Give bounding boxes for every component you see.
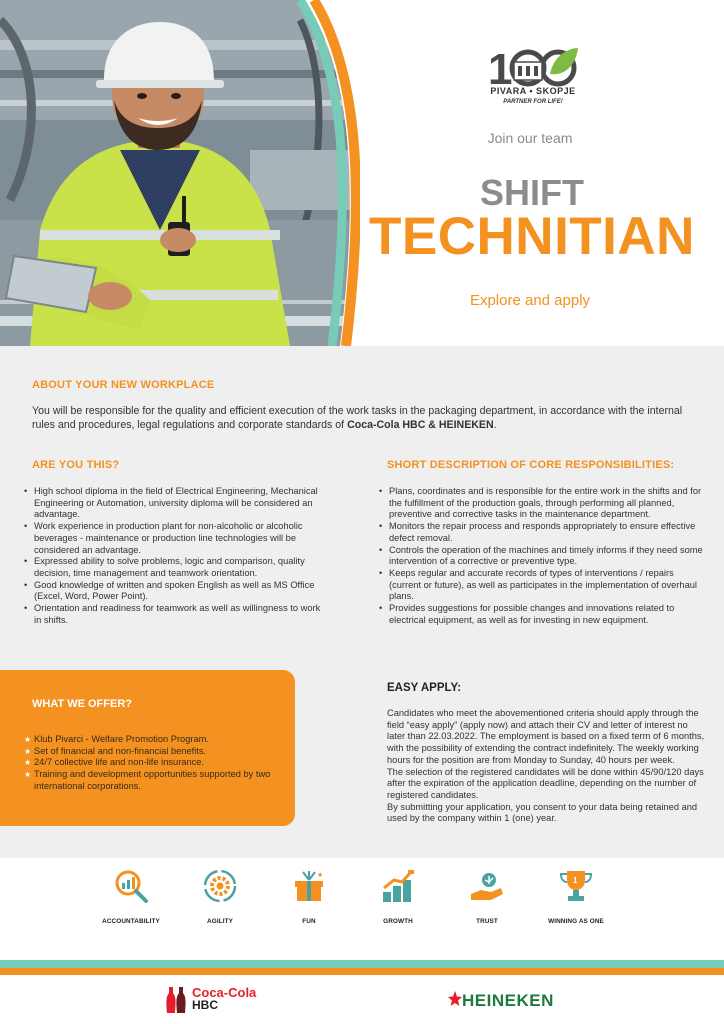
company-values — [0, 858, 724, 958]
hand-plant-icon — [469, 868, 505, 904]
heineken-logo — [448, 989, 568, 1013]
value-agility — [175, 858, 265, 925]
list-item: ★ 24/7 collective life and non-life insurance. — [24, 757, 284, 769]
list-item: • Expressed ability to solve problems, logic and comparison, quality decision, time management and teamwork orientation. — [24, 556, 324, 579]
list-item: • Plans, coordinates and is responsible for the entire work in the shifts and for the fulfillment of the production goals, through performing all planned, preventive and corrective tasks in the maintenance department. — [379, 486, 707, 521]
list-item: • High school diploma in the field of Electrical Engineering, Mechanical Engineering or Automation, university diploma will be considered an advantage. — [24, 486, 324, 521]
about-text — [32, 404, 702, 432]
list-item: • Monitors the repair process and responds appropriately to ensure effective defect removal. — [379, 521, 707, 544]
hero-section — [0, 0, 724, 346]
value-accountability — [86, 858, 176, 925]
explore-and-apply-link[interactable]: Explore and apply — [469, 292, 591, 309]
growth-steps-icon — [380, 868, 416, 904]
gear-cycle-icon — [202, 868, 238, 904]
list-item: • Orientation and readiness for teamwork as well as willingness to work in shifts. — [24, 603, 324, 626]
list-item: ★ Set of financial and non-financial benefits. — [24, 746, 284, 758]
value-winning-as-one — [531, 858, 621, 925]
about-title: ABOUT YOUR NEW WORKPLACE — [32, 379, 215, 391]
job-title-line-2: TECHNITIAN — [369, 207, 695, 266]
about-text-end: . — [493, 419, 497, 431]
coca-cola-hbc-logo — [164, 985, 274, 1015]
requirements-title: ARE YOU THIS? — [32, 459, 120, 471]
responsibilities-title: SHORT DESCRIPTION OF CORE RESPONSIBILITIES: — [387, 459, 675, 471]
easy-apply-paragraph: The selection of the registered candidates will be done within 45/90/120 days after the expiration of the application deadline, depending on the number of registered candidates. — [387, 766, 704, 800]
value-label: TRUST — [476, 918, 498, 925]
value-fun — [264, 858, 354, 925]
value-label: FUN — [302, 918, 316, 925]
value-label: AGILITY — [207, 918, 233, 925]
hbc-text: HBC — [192, 998, 218, 1012]
red-star-icon — [448, 991, 462, 1007]
gift-box-icon — [291, 868, 327, 904]
footer — [0, 975, 724, 1024]
content-panel — [0, 346, 724, 858]
svg-text:1: 1 — [488, 45, 513, 94]
easy-apply-text — [387, 708, 705, 825]
easy-apply-paragraph: By submitting your application, you consent to your data being retained and used by the company within 1 (one) year. — [387, 801, 698, 824]
hero-photo — [0, 0, 360, 346]
about-text-companies: Coca-Cola HBC & HEINEKEN — [347, 419, 494, 431]
value-label: ACCOUNTABILITY — [102, 918, 160, 925]
easy-apply-title: EASY APPLY: — [387, 682, 462, 694]
offer-list — [24, 734, 284, 793]
job-title-line-1: SHIFT — [480, 172, 584, 213]
footer-stripe-orange — [0, 968, 724, 975]
requirements-list — [24, 486, 324, 626]
responsibilities-list — [379, 486, 707, 626]
about-text-body: You will be responsible for the quality and efficient execution of the work tasks in the packaging department, in accordance with the internal rules and procedures, legal regulations and corporate standards of — [32, 405, 683, 431]
what-we-offer-box — [0, 670, 295, 826]
coca-cola-text: Coca-Cola — [192, 985, 257, 1000]
magnifier-chart-icon — [113, 868, 149, 904]
value-growth — [353, 858, 443, 925]
bottle-icon — [164, 985, 190, 1015]
value-trust — [442, 858, 532, 925]
value-label: GROWTH — [383, 918, 413, 925]
list-item: • Work experience in production plant for non-alcoholic or alcoholic beverages - maintenance or production line technologies will be considered an advantage. — [24, 521, 324, 556]
list-item: • Controls the operation of the machines and timely informs if they need some intervention of a corrective or preventive type. — [379, 545, 707, 568]
logo-name: PIVARA • SKOPJE — [490, 86, 576, 96]
trophy-icon — [558, 868, 594, 904]
list-item: • Good knowledge of written and spoken English as well as MS Office (Excel, Word, Power Point). — [24, 580, 324, 603]
svg-text:★: ★ — [317, 871, 324, 879]
list-item: • Keeps regular and accurate records of types of interventions / repairs (current or future), as well as participates in the implementation of overhaul plans. — [379, 568, 707, 603]
easy-apply-paragraph: Candidates who meet the abovementioned criteria should apply through the field “easy apply” (apply now) and attach their CV and letter of interest no later than 22.03.2022. The employment is based on a fixed term of 6 months, with the possibility of extending the contract indefinitely. The weekly working hours for the position are from Monday to Sunday, 40 hours per week. — [387, 708, 705, 765]
svg-text:1: 1 — [573, 876, 578, 885]
logo-tagline: PARTNER FOR LIFE! — [503, 99, 563, 105]
offer-title: WHAT WE OFFER? — [32, 698, 132, 710]
list-item: • Provides suggestions for possible changes and innovations related to electrical equipment, as well as for investing in new equipment. — [379, 603, 707, 626]
heineken-text: HEINEKEN — [462, 991, 554, 1010]
list-item: ★ Klub Pivarci - Welfare Promotion Program. — [24, 734, 284, 746]
join-our-team-text: Join our team — [487, 130, 573, 146]
list-item: ★ Training and development opportunities supported by two international corporations. — [24, 769, 284, 792]
value-label: WINNING AS ONE — [548, 918, 604, 925]
footer-stripe-teal — [0, 960, 724, 968]
